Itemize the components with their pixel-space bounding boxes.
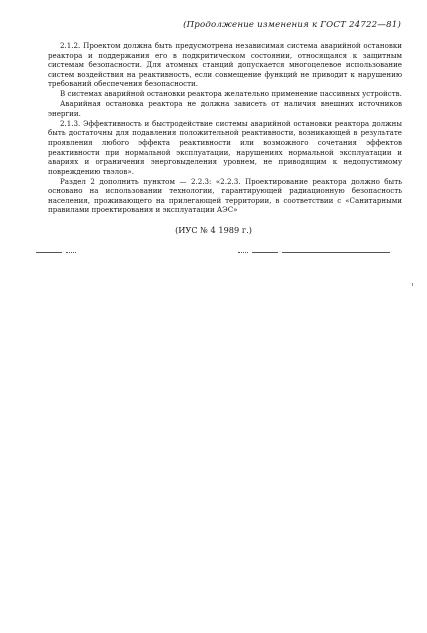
paragraph-passive-devices: В системах аварийной остановки реактора желательно применение пассивных устройств. [60,89,402,99]
separator-rule [282,252,390,253]
paragraph-external-energy: Аварийная остановка реактора не должна зависеть от наличия внешних источников энергии. [48,99,402,118]
separator-rule [66,252,76,253]
continuation-header: (Продолжение изменения к ГОСТ 24722—81) [183,20,401,30]
paragraph-2-1-2: 2.1.2. Проектом должна быть предусмотрена независимая система аварийной остановки реактора и поддержания его в подкритическом состоянии, относящаяся к защитным системам безопасности. Для атомных станций допускается многоцелевое использование систем воздействия на реактивность, если совмещение функций не приводит к нарушению требований обеспечения безопасности. [48,41,402,89]
paragraph-2-1-3: 2.1.3. Эффективность и быстродействие системы аварийной остановки реактора должны быть достаточны для подавления положительной реактивности, возникающей в результате проявления любого эффекта реактивности или возможного сочетания эффектов реактивности при нормальной эксплуатации, нарушениях нормальной эксплуатации и авариях и ограничения энерговыделения уровнем, не приводящим к недопустимому повреждению твэлов». [48,118,402,176]
ius-reference: (ИУС № 4 1989 г.) [175,225,252,235]
document-body [48,41,402,215]
separator-rule [252,252,278,253]
separator-rule [36,252,62,253]
paragraph-section-2-addition: Раздел 2 дополнить пунктом — 2.2.3: «2.2.3. Проектирование реактора должно быть основано на использовании технологии, гарантирующей радиационную безопасность населения, проживающего на прилегающей территории, в соответствии с «Санитарными правилами проектирования и эксплуатации АЭС» [48,176,402,215]
separator-rule [238,252,248,253]
scan-mark [412,283,413,286]
